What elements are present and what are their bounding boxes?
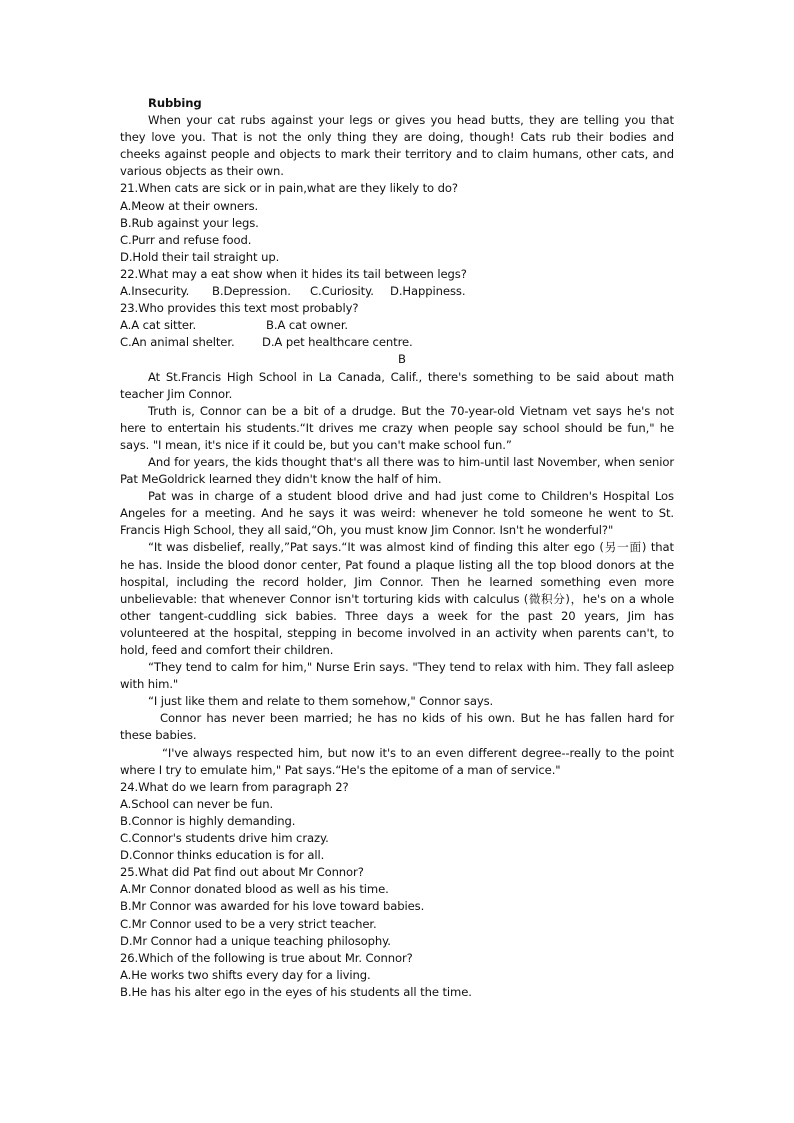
- question-25: 25.What did Pat find out about Mr Connor?: [120, 865, 364, 880]
- q22-options: [120, 283, 674, 300]
- passage-b-paragraph-5: “It was disbelief, really,”Pat says.“It was almost kind of finding this alter ego (另一面) that he has. Inside the blood donor center, Pat found a plaque listing all the top blood donors at the hospital, including the record holder, Jim Connor. Then he learned something even more unbelievable: that whenever Connor isn't torturing kids with calculus (微积分)，he's on a whole other tangent-cuddling sick babies. Three days a week for the past 20 years, Jim has volunteered at the hospital, stepping in become involved in an activity when parents can't, to hold, feed and comfort their children.: [120, 540, 674, 657]
- passage-b-paragraph-3: And for years, the kids thought that's all there was to him-until last November, when senior Pat MeGoldrick learned they didn't know the half of him.: [120, 454, 674, 487]
- section-b-heading: B: [398, 352, 406, 367]
- q21-option-a: A.Meow at their owners.: [120, 198, 259, 213]
- passage-b-paragraph-9: “I've always respected him, but now it's to an even different degree--really to the point where I try to emulate him," Pat says.“He's the epitome of a man of service.": [120, 745, 674, 777]
- q21-option-c: C.Purr and refuse food.: [120, 232, 252, 247]
- q25-option-c: C.Mr Connor used to be a very strict teacher.: [120, 916, 377, 931]
- passage-title: Rubbing: [148, 96, 202, 110]
- q26-option-a: A.He works two shifts every day for a living.: [120, 967, 371, 982]
- question-22: 22.What may a eat show when it hides its tail between legs?: [120, 266, 467, 281]
- q25-option-b: B.Mr Connor was awarded for his love toward babies.: [120, 899, 425, 914]
- q22-option-a: A.Insecurity.: [120, 284, 190, 299]
- q21-option-d: D.Hold their tail straight up.: [120, 249, 280, 264]
- q24-option-a: A.School can never be fun.: [120, 796, 274, 811]
- passage-b-paragraph-4: Pat was in charge of a student blood drive and had just come to Children's Hospital Los Angeles for a meeting. And he says it was weird: whenever he told someone he went to St. Francis High School, they all said,“Oh, you must know Jim Connor. Isn't he wonderful?": [120, 489, 674, 538]
- question-26: 26.Which of the following is true about Mr. Connor?: [120, 950, 413, 965]
- passage-b-paragraph-1: At St.Francis High School in La Canada, Calif., there's something to be said about math teacher Jim Connor.: [120, 369, 674, 401]
- question-21: 21.When cats are sick or in pain,what are they likely to do?: [120, 181, 458, 196]
- q23-option-b: B.A cat owner.: [266, 318, 349, 333]
- question-24: 24.What do we learn from paragraph 2?: [120, 779, 349, 794]
- intro-paragraph: When your cat rubs against your legs or gives you head butts, they are telling you that they love you. That is not the only thing they are doing, though! Cats rub their bodies and cheeks against people and objects to mark their territory and to claim humans, other cats, and various objects as their own.: [120, 113, 674, 179]
- q23-options-row2: [120, 334, 674, 351]
- q23-options-row1: [120, 317, 674, 334]
- q21-option-b: B.Rub against your legs.: [120, 215, 259, 230]
- q23-option-c: C.An animal shelter.: [120, 335, 235, 350]
- passage-b-paragraph-7: “I just like them and relate to them somehow," Connor says.: [148, 694, 494, 709]
- q22-option-b: B.Depression.: [212, 284, 291, 299]
- passage-b-paragraph-2: Truth is, Connor can be a bit of a drudge. But the 70-year-old Vietnam vet says he's not here to entertain his students.“It drives me crazy when people say school should be fun," he says. "I mean, it's nice if it could be, but you can't make school fun.”: [120, 403, 674, 452]
- passage-b-paragraph-6: “They tend to calm for him," Nurse Erin says. "They tend to relax with him. They fall asleep with him.": [120, 660, 674, 692]
- q23-option-d: D.A pet healthcare centre.: [262, 335, 413, 350]
- question-23: 23.Who provides this text most probably?: [120, 301, 359, 316]
- q24-option-d: D.Connor thinks education is for all.: [120, 848, 325, 863]
- q24-option-b: B.Connor is highly demanding.: [120, 813, 296, 828]
- passage-b-paragraph-8: Connor has never been married; he has no kids of his own. But he has fallen hard for these babies.: [120, 711, 674, 743]
- q24-option-c: C.Connor's students drive him crazy.: [120, 831, 329, 846]
- document-page: [120, 95, 674, 1001]
- q22-option-d: D.Happiness.: [390, 284, 466, 299]
- q25-option-d: D.Mr Connor had a unique teaching philosophy.: [120, 933, 391, 948]
- q25-option-a: A.Mr Connor donated blood as well as his time.: [120, 882, 389, 897]
- q22-option-c: C.Curiosity.: [310, 284, 374, 299]
- q23-option-a: A.A cat sitter.: [120, 318, 197, 333]
- q26-option-b: B.He has his alter ego in the eyes of his students all the time.: [120, 984, 472, 999]
